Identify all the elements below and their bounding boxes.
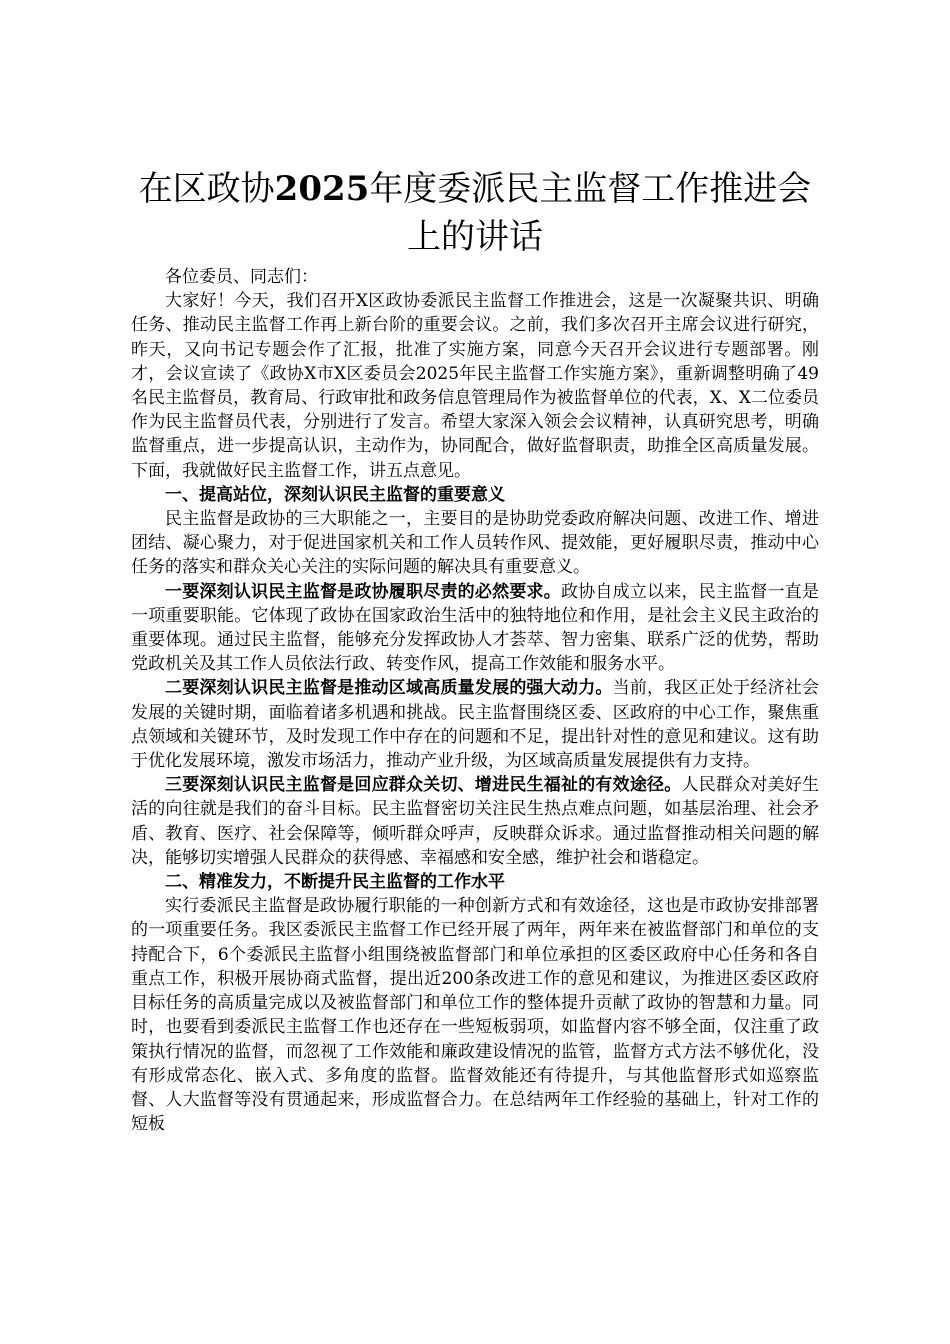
title-part1: 在区政协 [138,169,275,209]
section1-heading: 一、提高站位，深刻认识民主监督的重要意义 [165,484,505,505]
document-title [131,165,819,261]
point2-body: 当前，我区正处于经济社会发展的关键时期，面临着诸多机遇和挑战。民主监督围绕区委、区政府的中心工作，聚焦重点领域和关键环节，及时发现工作中存在的问题和不足，提出针对性的意见和建议。这有助于优化发展环境，激发市场活力，推动产业升级，为区域高质量发展提供有力支持。 [131,678,820,772]
point3-paragraph [131,773,819,870]
salutation: 各位委员、同志们： [165,267,318,287]
section2-body: 实行委派民主监督是政协履行职能的一种创新方式和有效途径，这也是市政协安排部署的一项重要任务。我区委派民主监督工作已经开展了两年，两年来在被监督部门和单位的支持配合下，6个委派民主监督小组围绕被监督部门和单位承担的区委区政府中心任务和各自重点工作，积极开展协商式监督，提出近200条改进工作的意见和建议，为推进区委区政府目标任务的高质量完成以及被监督部门和单位工作的整体提升贡献了政协的智慧和力量。同时，也要看到委派民主监督工作也还存在一些短板弱项，如监督内容不够全面，仅注重了政策执行情况的监督，而忽视了工作效能和廉政建设情况的监管，监督方式方法不够优化，没有形成常态化、嵌入式、多角度的监督。监督效能还有待提升，与其他监督形式如巡察监督、人大监督等没有贯通起来，形成监督合力。在总结两年工作经验的基础上，针对工作的短板 [131,896,819,1135]
point2-paragraph [131,676,819,773]
point1-paragraph [131,580,819,677]
section2-heading: 二、精准发力，不断提升民主监督的工作水平 [165,872,505,893]
point2-lead: 二要深刻认识民主监督是推动区域高质量发展的强大动力。 [165,678,613,699]
point1-lead: 一要深刻认识民主监督是政协履职尽责的必然要求。 [165,581,561,602]
point3-lead: 三要深刻认识民主监督是回应群众关切、增进民生福祉的有效途径。 [165,775,682,796]
section1-intro: 民主监督是政协的三大职能之一，主要目的是协助党委政府解决问题、改进工作、增进团结、凝心聚力，对于促进国家机关和工作人员转作风、提效能，更好履职尽责，推动中心任务的落实和群众关心关注的实际问题的解决具有重要意义。 [131,509,819,578]
title-year: 2025 [274,169,370,209]
intro-paragraph: 大家好！今天，我们召开X区政协委派民主监督工作推进会，这是一次凝聚共识、明确任务、推动民主监督工作再上新台阶的重要会议。之前，我们多次召开主席会议进行研究，昨天，又向书记专题会作了汇报，批准了实施方案，同意今天召开会议进行专题部署。刚才，会议宣读了《政协X市X区委员会2025年民主监督工作实施方案》，重新调整明确了49名民主监督员，教育局、行政审批和政务信息管理局作为被监督单位的代表，X、X二位委员作为民主监督员代表，分别进行了发言。希望大家深入领会会议精神，认真研究思考，明确监督重点，进一步提高认识，主动作为，协同配合，做好监督职责，助推全区高质量发展。下面，我就做好民主监督工作，讲五点意见。 [131,291,819,481]
point3-body: 人民群众对美好生活的向往就是我们的奋斗目标。民主监督密切关注民生热点难点问题，如基层治理、社会矛盾、教育、医疗、社会保障等，倾听群众呼声，反映群众诉求。通过监督推动相关问题的解决，能够切实增强人民群众的获得感、幸福感和安全感，维护社会和谐稳定。 [131,775,820,868]
point1-body: 政协自成立以来，民主监督一直是一项重要职能。它体现了政协在国家政治生活中的独特地位和作用，是社会主义民主政治的重要体现。通过民主监督，能够充分发挥政协人才荟萃、智力密集、联系广泛的优势，帮助党政机关及其工作人员依法行政、转变作风，提高工作效能和服务水平。 [131,581,820,675]
title-part2: 年度委派民主监督工作推进会上的讲话 [369,169,812,257]
document-page [131,165,819,1136]
